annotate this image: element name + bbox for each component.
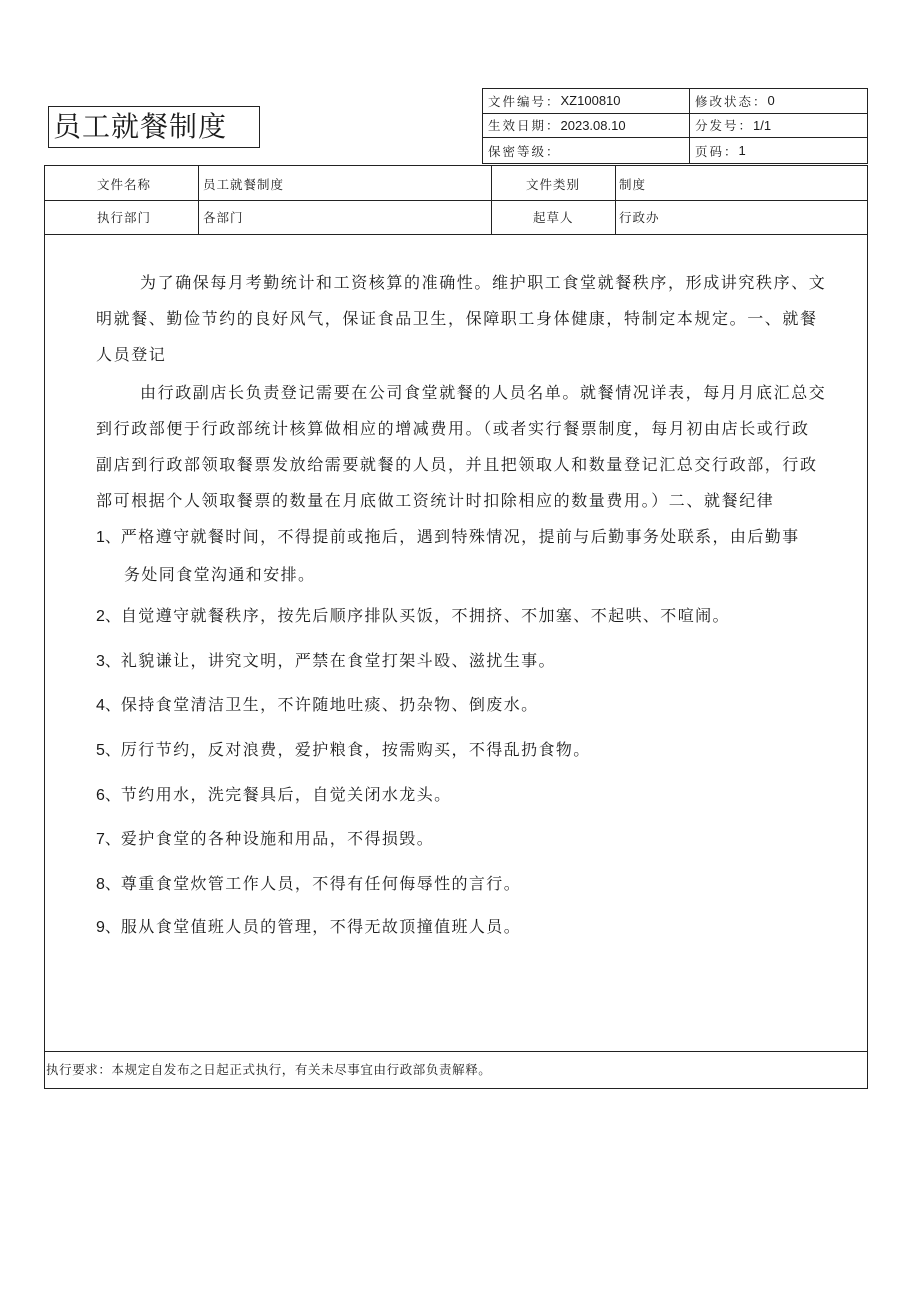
rule-item-3 bbox=[96, 646, 556, 676]
execution-requirement: 执行要求：本规定自发布之日起正式执行，有关未尽事宜由行政部负责解释。 bbox=[46, 1062, 492, 1077]
secrecy-cell bbox=[483, 138, 689, 163]
revision-cell bbox=[689, 89, 867, 114]
rule-item-8 bbox=[96, 869, 521, 899]
dept-value: 各部门 bbox=[203, 210, 244, 225]
paragraph-line: 明就餐、勤俭节约的良好风气，保证食品卫生，保障职工身体健康，特制定本规定。一、就餐 bbox=[96, 309, 818, 328]
rule-item-4 bbox=[96, 690, 539, 720]
rule-text: 爱护食堂的各种设施和用品，不得损毁。 bbox=[120, 829, 435, 848]
registration-paragraph bbox=[96, 375, 856, 519]
paragraph-line: 部可根据个人领取餐票的数量在月底做工资统计时扣除相应的数量费用。）二、就餐纪律 bbox=[96, 491, 775, 510]
paragraph-line: 副店到行政部领取餐票发放给需要就餐的人员，并且把领取人和数量登记汇总交行政部，行政 bbox=[96, 455, 818, 474]
issue-no-value: 1/1 bbox=[753, 117, 772, 133]
paragraph-line: 到行政部便于行政部统计核算做相应的增减费用。（或者实行餐票制度，每月初由店长或行政 bbox=[96, 419, 810, 438]
rule-number: 8、 bbox=[96, 876, 121, 893]
secrecy-label: 保密等级： bbox=[488, 143, 561, 159]
document-meta-box bbox=[482, 88, 868, 164]
revision-value: 0 bbox=[767, 93, 775, 109]
rule-item-1-continued: 务处同食堂沟通和安排。 bbox=[124, 565, 316, 584]
file-name-value: 员工就餐制度 bbox=[203, 177, 285, 192]
column-divider bbox=[198, 166, 199, 234]
rule-item-1 bbox=[96, 522, 800, 552]
rule-text: 礼貌谦让，讲究文明，严禁在食堂打架斗殴、滋扰生事。 bbox=[120, 651, 556, 670]
rule-text: 尊重食堂炊管工作人员，不得有任何侮辱性的言行。 bbox=[120, 874, 522, 893]
rule-number: 2、 bbox=[96, 608, 121, 625]
issue-no-label: 分发号： bbox=[695, 118, 754, 134]
rule-item-7 bbox=[96, 824, 434, 854]
rule-number: 3、 bbox=[96, 653, 121, 670]
rule-text: 服从食堂值班人员的管理，不得无故顶撞值班人员。 bbox=[120, 917, 522, 936]
revision-label: 修改状态： bbox=[695, 93, 768, 109]
rule-item-2 bbox=[96, 601, 730, 631]
dept-label: 执行部门 bbox=[97, 210, 152, 225]
column-divider bbox=[615, 166, 616, 234]
rule-text: 厉行节约，反对浪费，爱护粮食，按需购买，不得乱扔食物。 bbox=[120, 740, 591, 759]
rule-item-5 bbox=[96, 735, 591, 765]
rule-text: 保持食堂清洁卫生，不许随地吐痰、扔杂物、倒废水。 bbox=[120, 695, 539, 714]
rule-number: 4、 bbox=[96, 697, 121, 714]
rule-number: 5、 bbox=[96, 742, 121, 759]
file-name-label: 文件名称 bbox=[97, 177, 152, 192]
rule-number: 1、 bbox=[96, 529, 121, 546]
doc-no-label: 文件编号： bbox=[488, 93, 561, 109]
rule-item-6 bbox=[96, 780, 452, 810]
drafter-value: 行政办 bbox=[619, 210, 660, 225]
doc-no-cell bbox=[483, 89, 689, 114]
rule-text: 节约用水，洗完餐具后，自觉关闭水龙头。 bbox=[120, 785, 452, 804]
rule-number: 6、 bbox=[96, 787, 121, 804]
effective-date-value: 2023.08.10 bbox=[560, 117, 626, 133]
paragraph-line: 由行政副店长负责登记需要在公司食堂就餐的人员名单。就餐情况详表，每月月底汇总交 bbox=[140, 383, 827, 402]
rule-item-9 bbox=[96, 912, 521, 942]
page-cell bbox=[689, 138, 867, 163]
row-divider bbox=[45, 234, 867, 235]
effective-date-cell bbox=[483, 114, 689, 139]
file-type-label: 文件类别 bbox=[526, 177, 581, 192]
document-title: 员工就餐制度 bbox=[48, 106, 260, 148]
paragraph-line: 人员登记 bbox=[96, 345, 167, 364]
rule-text: 自觉遵守就餐秩序，按先后顺序排队买饭，不拥挤、不加塞、不起哄、不喧闹。 bbox=[120, 606, 730, 625]
rule-number: 9、 bbox=[96, 919, 121, 936]
row-divider bbox=[45, 1051, 867, 1052]
effective-date-label: 生效日期： bbox=[488, 118, 561, 134]
doc-no-value: XZ100810 bbox=[560, 93, 621, 109]
rule-number: 7、 bbox=[96, 831, 121, 848]
issue-no-cell bbox=[689, 114, 867, 139]
page-label: 页码： bbox=[695, 143, 739, 159]
page-value: 1 bbox=[738, 143, 746, 159]
paragraph-line: 为了确保每月考勤统计和工资核算的准确性。维护职工食堂就餐秩序，形成讲究秩序、文 bbox=[140, 273, 827, 292]
rule-text: 严格遵守就餐时间，不得提前或拖后，遇到特殊情况，提前与后勤事务处联系，由后勤事 bbox=[120, 527, 800, 546]
file-type-value: 制度 bbox=[619, 177, 647, 192]
row-divider bbox=[45, 200, 867, 201]
intro-paragraph bbox=[96, 265, 856, 373]
column-divider bbox=[491, 166, 492, 234]
drafter-label: 起草人 bbox=[533, 210, 574, 225]
